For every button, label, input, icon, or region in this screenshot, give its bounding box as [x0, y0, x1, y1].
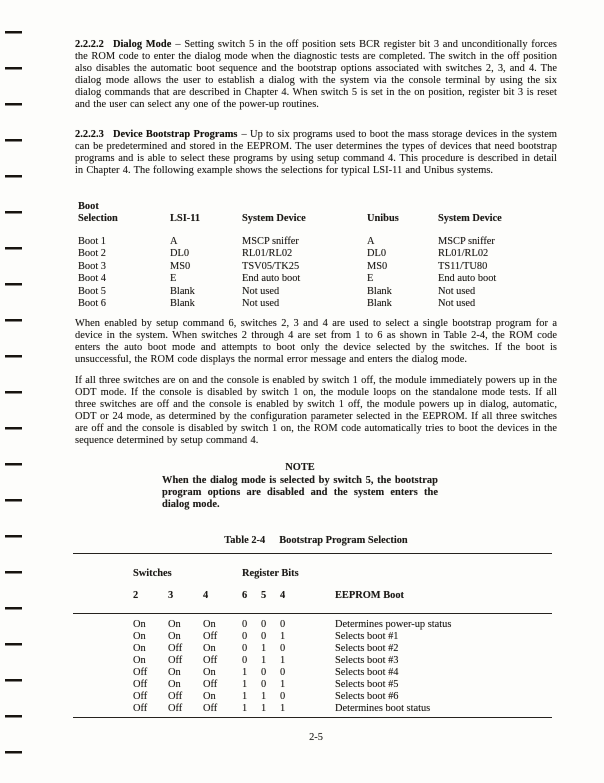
table-cell: Off [203, 631, 218, 642]
boot-selection-table [75, 201, 557, 310]
table-cell: Not used [438, 298, 476, 310]
table-cell: 0 [242, 631, 248, 642]
table-cell: Determines boot status [335, 703, 431, 714]
table-row [75, 248, 557, 260]
column-header: 6 [242, 590, 248, 601]
boot-table-header-row [75, 213, 557, 225]
section-number: 2.2.2.3 [75, 129, 104, 140]
column-header: Unibus [367, 213, 399, 224]
table-cell: 1 [242, 679, 248, 690]
table-row [75, 286, 557, 298]
note [162, 462, 438, 511]
boot-table-body [75, 236, 557, 310]
paragraph-text: If all three switches are on and the console is enabled by switch 1 off, the module immediately powers up in the ODT mode. If the console is disabled by switch 1 on, the module loops on the standalone mode tests. If all three switches are off and the console is enabled by switch 1 off, the module powers up in dialog, automatic, ODT or 24 mode, as determined by the configuration parameter selected in the EEPROM. If all three switches are off and the console is disabled by switch 1 on, the ROM code automatically tries to boot the devices in the sequence determined by setup command 4. [75, 375, 557, 446]
table-cell: On [133, 643, 146, 654]
table-cell: Selects boot #5 [335, 679, 399, 690]
table-row [75, 273, 557, 285]
table-cell: MSCP sniffer [438, 236, 495, 247]
paragraph-text: When enabled by setup command 6, switches 2, 3 and 4 are used to select a single bootstrap program for a device in the system. When switches 2 through 4 are set from 1 to 6 as shown in Table 2-4, the ROM code enters the auto boot mode and attempts to boot only the device selected by the switches. If the boot is unsuccessful, the ROM code displays the normal error message and enters the dialog mode. [75, 318, 557, 365]
table-row [73, 631, 552, 643]
table-cell: MS0 [170, 260, 191, 272]
section-device-bootstrap [75, 129, 557, 177]
table-cell: 0 [261, 667, 267, 678]
column-header: 3 [168, 590, 174, 601]
column-header: EEPROM Boot [335, 590, 404, 601]
table-cell: Off [203, 655, 218, 666]
column-header: Selection [78, 213, 118, 224]
boot-table-header-top [75, 201, 557, 213]
table-cell: Selects boot #1 [335, 631, 399, 642]
section-title: Dialog Mode [112, 39, 172, 50]
column-header: 4 [280, 590, 286, 601]
table-cell: Off [203, 703, 218, 714]
note-block [75, 462, 557, 511]
table-cell: On [133, 631, 146, 642]
table-cell: 0 [242, 643, 248, 654]
table-cell: 0 [261, 619, 267, 630]
table-cell: Boot 6 [78, 298, 107, 310]
table-cell: Selects boot #2 [335, 643, 399, 654]
table-cell: Off [168, 655, 183, 666]
table-cell: 1 [242, 691, 248, 702]
table-cell: Not used [242, 285, 280, 297]
table-cell: Boot 3 [78, 260, 107, 272]
table-cell: 1 [242, 667, 248, 678]
column-header: Boot [78, 201, 99, 212]
table-cell: Off [168, 703, 183, 714]
table-cell: On [168, 679, 181, 690]
paragraph-switch-select [75, 318, 557, 366]
table-cell: Off [133, 691, 148, 702]
table-cell: On [168, 631, 181, 642]
table-number: Table 2-4 [224, 535, 266, 546]
table-cell: Selects boot #4 [335, 667, 399, 678]
table-row [73, 703, 552, 715]
table-row [73, 667, 552, 679]
group-header-switches: Switches [133, 568, 172, 579]
paragraph-power-up-modes [75, 375, 557, 447]
table-cell: Selects boot #6 [335, 691, 399, 702]
table-cell: Off [168, 643, 183, 654]
column-header: 5 [261, 590, 267, 601]
spacer [75, 225, 557, 236]
table-cell: DL0 [170, 248, 190, 260]
table-cell: 0 [242, 619, 248, 630]
table-cell: 1 [280, 631, 286, 642]
table-cell: On [133, 655, 146, 666]
column-header: System Device [438, 213, 502, 224]
table-cell: 0 [261, 631, 267, 642]
table-cell: Boot 1 [78, 236, 107, 247]
table-cell: On [203, 619, 216, 630]
table-cell: 0 [261, 679, 267, 690]
section-dialog-mode [75, 39, 557, 111]
column-header: 4 [203, 590, 209, 601]
column-header: System Device [242, 213, 306, 224]
table-cell: E [367, 273, 374, 285]
table-cell: Determines power-up status [335, 619, 452, 630]
table-cell: RL01/RL02 [438, 248, 489, 260]
table-cell: E [170, 273, 177, 285]
table-cell: MS0 [367, 260, 388, 272]
table-header-rule [73, 613, 552, 614]
table-cell: Off [133, 703, 148, 714]
table-cell: Blank [170, 298, 195, 310]
note-label: NOTE [285, 462, 315, 473]
binder-edge-marks [5, 31, 22, 756]
table-2-4-body [73, 619, 552, 715]
table-cell: Boot 4 [78, 273, 107, 285]
table-cell: End auto boot [438, 273, 497, 285]
table-2-4 [73, 553, 552, 718]
section-title: Device Bootstrap Programs [112, 129, 238, 140]
column-header: LSI-11 [170, 213, 201, 224]
table-cell: 0 [280, 667, 286, 678]
table-cell: Not used [242, 298, 280, 310]
table-cell: MSCP sniffer [242, 236, 299, 247]
table-row [73, 619, 552, 631]
table-cell: Off [203, 679, 218, 690]
section-paragraph [75, 39, 557, 111]
table-cell: 0 [280, 643, 286, 654]
table-cell: Off [133, 679, 148, 690]
table-cell: On [133, 619, 146, 630]
table-cell: Selects boot #3 [335, 655, 399, 666]
table-cell: A [367, 236, 375, 247]
table-cell: A [170, 236, 178, 247]
table-row [73, 679, 552, 691]
table-row [73, 691, 552, 703]
table-cell: Boot 5 [78, 285, 107, 297]
column-header: 2 [133, 590, 139, 601]
table-cell: 1 [261, 691, 267, 702]
table-cell: RL01/RL02 [242, 248, 293, 260]
section-text: – Up to six programs used to boot the mass storage devices in the system can be predetermined and stored in the EEPROM. The user determines the types of devices that need bootstrap programs and is able to select these programs by using setup command 4. This procedure is described in detail in Chapter 4. The following example shows the selections for typical LSI-11 and Unibus systems. [75, 129, 557, 176]
table-cell: DL0 [367, 248, 387, 260]
table-cell: TSV05/TK25 [242, 260, 300, 272]
table-row [75, 261, 557, 273]
group-header-register-bits: Register Bits [242, 568, 299, 579]
table-cell: On [203, 667, 216, 678]
table-cell: 1 [280, 655, 286, 666]
table-cell: On [203, 643, 216, 654]
table-cell: 1 [261, 643, 267, 654]
table-cell: Off [168, 691, 183, 702]
page-number: 2-5 [309, 732, 323, 743]
table-cell: 1 [261, 655, 267, 666]
table-cell: 1 [261, 703, 267, 714]
table-cell: 1 [242, 703, 248, 714]
table-cell: Off [133, 667, 148, 678]
table-title: Bootstrap Program Selection [279, 535, 408, 546]
table-cell: 1 [280, 703, 286, 714]
table-cell: On [168, 619, 181, 630]
table-cell: 0 [242, 655, 248, 666]
table-2-4-title-block [75, 535, 557, 547]
table-group-header-row [73, 568, 552, 580]
table-cell: On [168, 667, 181, 678]
section-number: 2.2.2.2 [75, 39, 104, 50]
table-cell: Blank [367, 298, 392, 310]
table-row [73, 655, 552, 667]
table-cell: End auto boot [242, 273, 301, 285]
table-cell: Not used [438, 285, 476, 297]
table-cell: 0 [280, 691, 286, 702]
table-cell: Boot 2 [78, 248, 107, 260]
section-text: – Setting switch 5 in the off position sets BCR register bit 3 and unconditionally forces the ROM code to enter the dialog mode when the diagnostic tests are completed. The switch in the off position also disables the automatic boot sequence and the bootstrap options associated with switches 2, 3, and 4. The dialog mode allows the user to establish a dialog with the system via the console terminal by using the six dialog commands that are described in Chapter 4. When switch 5 is set in the on position, register bit 3 is reset and the user can select any one of the power-up routines. [75, 39, 557, 110]
table-cell: Blank [367, 285, 392, 297]
table-caption [75, 535, 557, 547]
table-row [73, 643, 552, 655]
table-cell: Blank [170, 285, 195, 297]
table-cell: On [203, 691, 216, 702]
table-cell: TS11/TU80 [438, 260, 488, 272]
table-cell: 0 [280, 619, 286, 630]
table-row [75, 236, 557, 248]
note-text: When the dialog mode is selected by switch 5, the bootstrap program options are disabled and the system enters the dialog mode. [162, 475, 438, 510]
table-column-header-row [73, 590, 552, 602]
section-paragraph [75, 129, 557, 177]
table-cell: 1 [280, 679, 286, 690]
table-row [75, 298, 557, 310]
